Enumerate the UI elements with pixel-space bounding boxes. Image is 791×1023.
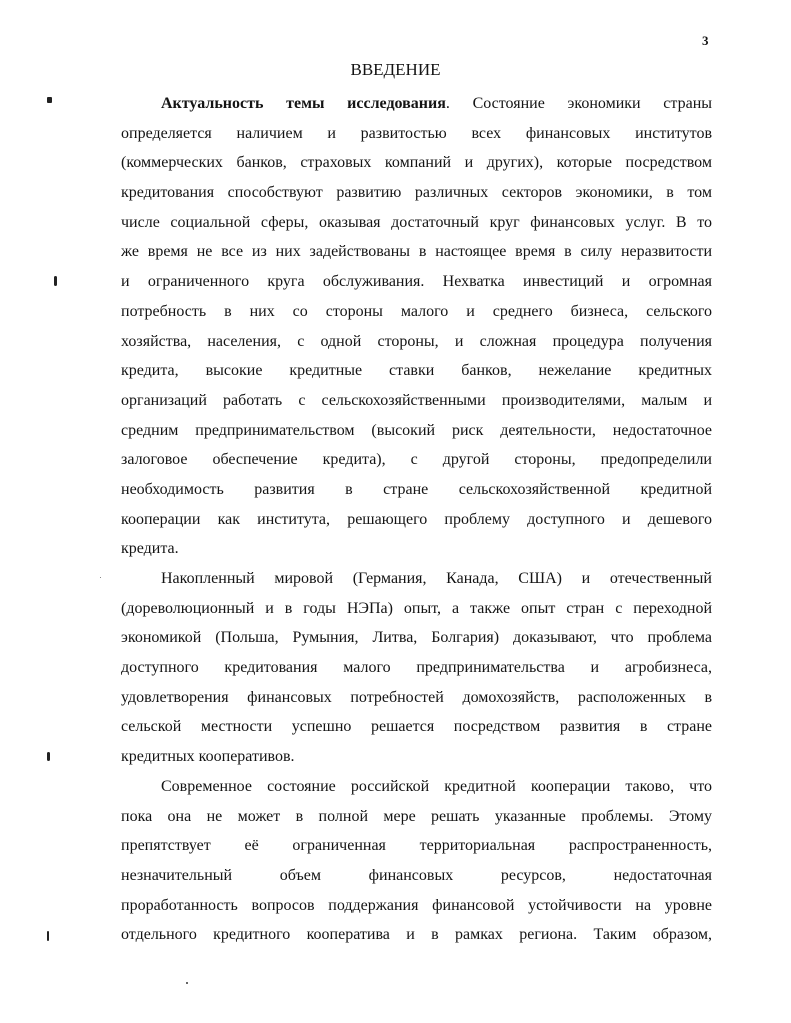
text-line: доступного кредитования малого предпринимательства и агробизнеса, (121, 659, 712, 677)
text-line: (коммерческих банков, страховых компаний и других), которые посредством (121, 154, 712, 172)
text-line: кредита, высокие кредитные ставки банков, нежелание кредитных (121, 362, 712, 380)
text-line: кредитования способствуют развитию различных секторов экономики, в том (121, 184, 712, 202)
text-line: отдельного кредитного кооператива и в рамках региона. Таким образом, (121, 926, 712, 944)
text-line: проработанность вопросов поддержания финансовой устойчивости на уровне (121, 896, 712, 914)
scan-speck (100, 577, 101, 578)
scan-speck (186, 982, 188, 984)
text-line: организаций работать с сельскохозяйственными производителями, малым и (121, 391, 712, 409)
scan-mark (47, 97, 52, 103)
text-line: же время не все из них задействованы в настоящее время в силу неразвитости (121, 243, 712, 261)
section-heading-inline: Актуальность темы исследования (161, 95, 446, 112)
text-line: и ограниченного круга обслуживания. Нехватка инвестиций и огромная (121, 273, 712, 291)
text-line: кредитных кооперативов. (121, 748, 295, 766)
text-line: определяется наличием и развитостью всех финансовых институтов (121, 124, 712, 142)
text-line: числе социальной сферы, оказывая достаточный круг финансовых услуг. В то (121, 213, 712, 231)
text-line: препятствует её ограниченная территориальная распространенность, (121, 837, 712, 855)
text-line: кредита. (121, 540, 179, 558)
text-line: (дореволюционный и в годы НЭПа) опыт, а также опыт стран с переходной (121, 599, 712, 617)
text-line: сельской местности успешно решается посредством развития в стране (121, 718, 712, 736)
text-line: кооперации как института, решающего проблему доступного и дешевого (121, 510, 712, 528)
text-line: пока она не может в полной мере решать указанные проблемы. Этому (121, 807, 712, 825)
text-line: залоговое обеспечение кредита), с другой стороны, предопределили (121, 451, 712, 469)
scan-mark (54, 276, 57, 286)
scan-mark (47, 931, 49, 941)
paragraph-current-state (121, 772, 712, 950)
text-line: удовлетворения финансовых потребностей домохозяйств, расположенных в (121, 688, 712, 706)
page-number: 3 (702, 33, 709, 48)
text-line: Накопленный мировой (Германия, Канада, США) и отечественный (161, 570, 712, 587)
page-title: ВВЕДЕНИЕ (350, 60, 441, 79)
body-text (121, 89, 712, 950)
scan-mark (47, 752, 50, 761)
text-line: незначительный объем финансовых ресурсов, недостаточная (121, 866, 712, 884)
text-line: средним предпринимательством (высокий риск деятельности, недостаточное (121, 421, 712, 439)
text-line: хозяйства, населения, с одной стороны, и сложная процедура получения (121, 332, 712, 350)
paragraph-relevance (121, 89, 712, 564)
text-line: экономикой (Польша, Румыния, Литва, Болгария) доказывают, что проблема (121, 629, 712, 647)
paragraph-experience (121, 564, 712, 772)
text-line: Современное состояние российской кредитной кооперации таково, что (161, 777, 712, 795)
text-line: потребность в них со стороны малого и среднего бизнеса, сельского (121, 302, 712, 320)
text-line: Актуальность темы исследования. Состояние экономики страны (161, 95, 712, 112)
text-line: необходимость развития в стране сельскохозяйственной кредитной (121, 480, 712, 498)
